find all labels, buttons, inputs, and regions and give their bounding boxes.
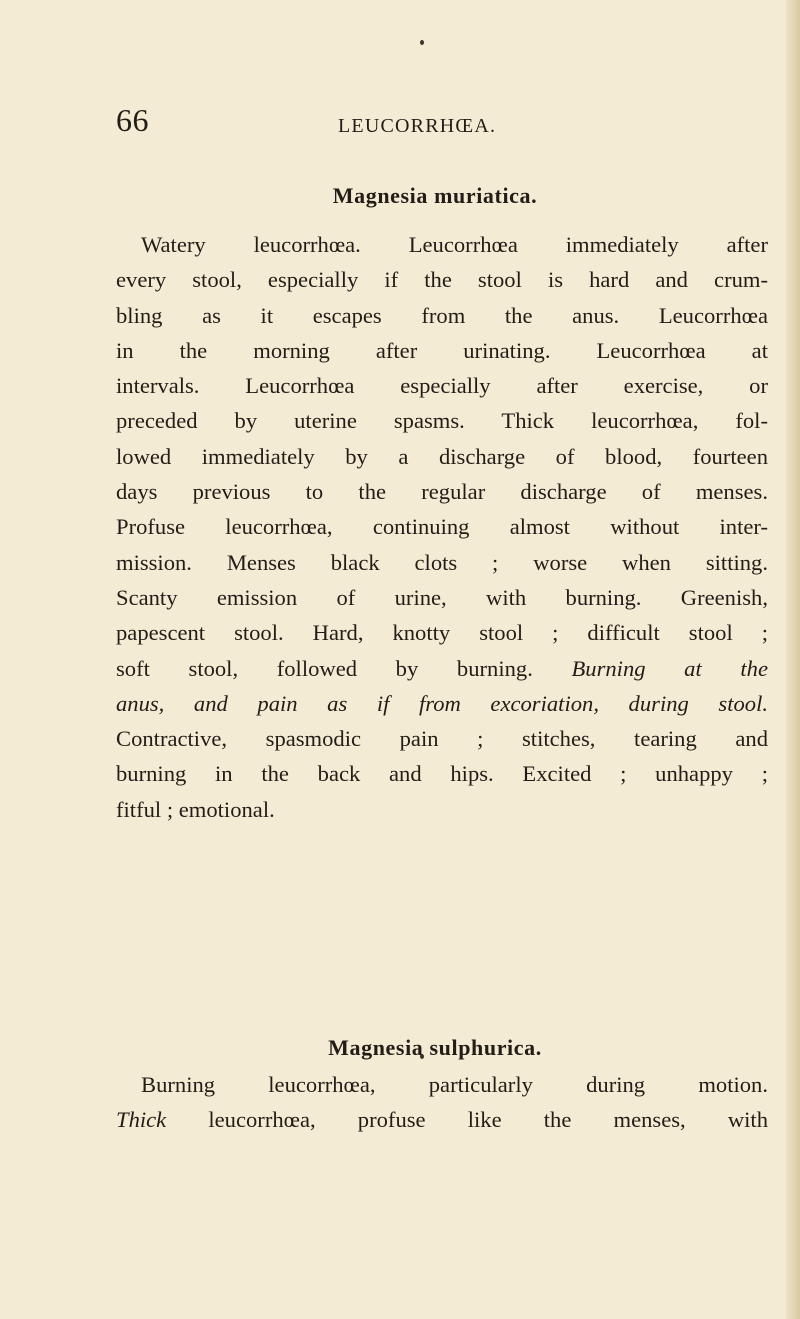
text-line: intervals. Leucorrhœa especially after exercise, or (116, 373, 768, 399)
paragraph-magnesia-sulphurica (116, 1067, 768, 1138)
italic-text: Thick (116, 1107, 167, 1133)
text-line: Scanty emission of urine, with burning. Greenish, (116, 584, 768, 610)
speck-mark (420, 40, 424, 45)
italic-text: Burning at the (571, 655, 768, 681)
text-line: mission. Menses black clots ; worse when sitting. (116, 549, 768, 575)
paragraph-magnesia-muriatica (116, 227, 768, 827)
text-line: every stool, especially if the stool is hard and crum- (116, 267, 768, 293)
text-line (116, 651, 768, 686)
text-line: Burning leucorrhœa, particularly during motion. (141, 1072, 768, 1097)
text-line: preceded by uterine spasms. Thick leucorrhœa, fol- (116, 408, 768, 434)
text-line (116, 1102, 768, 1137)
text-line: Contractive, spasmodic pain ; stitches, tearing and (116, 726, 768, 752)
text-segment: leucorrhœa, profuse like the menses, with (208, 1107, 769, 1133)
text-line: in the morning after urinating. Leucorrhœa at (116, 337, 768, 363)
text-line: days previous to the regular discharge of menses. (116, 479, 768, 505)
text-line (116, 686, 768, 721)
page-number: 66 (116, 102, 149, 138)
text-line: bling as it escapes from the anus. Leucorrhœa (116, 302, 768, 328)
text-line: lowed immediately by a discharge of blood, fourteen (116, 443, 768, 469)
text-line: Profuse leucorrhœa, continuing almost without inter- (116, 514, 768, 540)
italic-text: anus, and pain as if from excoriation, during stool. (116, 690, 768, 716)
text-line: Watery leucorrhœa. Leucorrhœa immediately after (141, 232, 768, 257)
running-head: LEUCORRHŒA. (338, 115, 497, 137)
section-heading-magnesia-sulphurica: Magnesia sulphurica. (328, 1035, 542, 1060)
text-line: papescent stool. Hard, knotty stool ; difficult stool ; (116, 620, 768, 646)
text-segment: soft stool, followed by burning. (116, 655, 533, 681)
text-line: burning in the back and hips. Excited ; unhappy ; (116, 761, 768, 787)
section-heading-magnesia-muriatica: Magnesia muriatica. (332, 183, 538, 208)
text-line: fitful ; emotional. (116, 796, 275, 822)
